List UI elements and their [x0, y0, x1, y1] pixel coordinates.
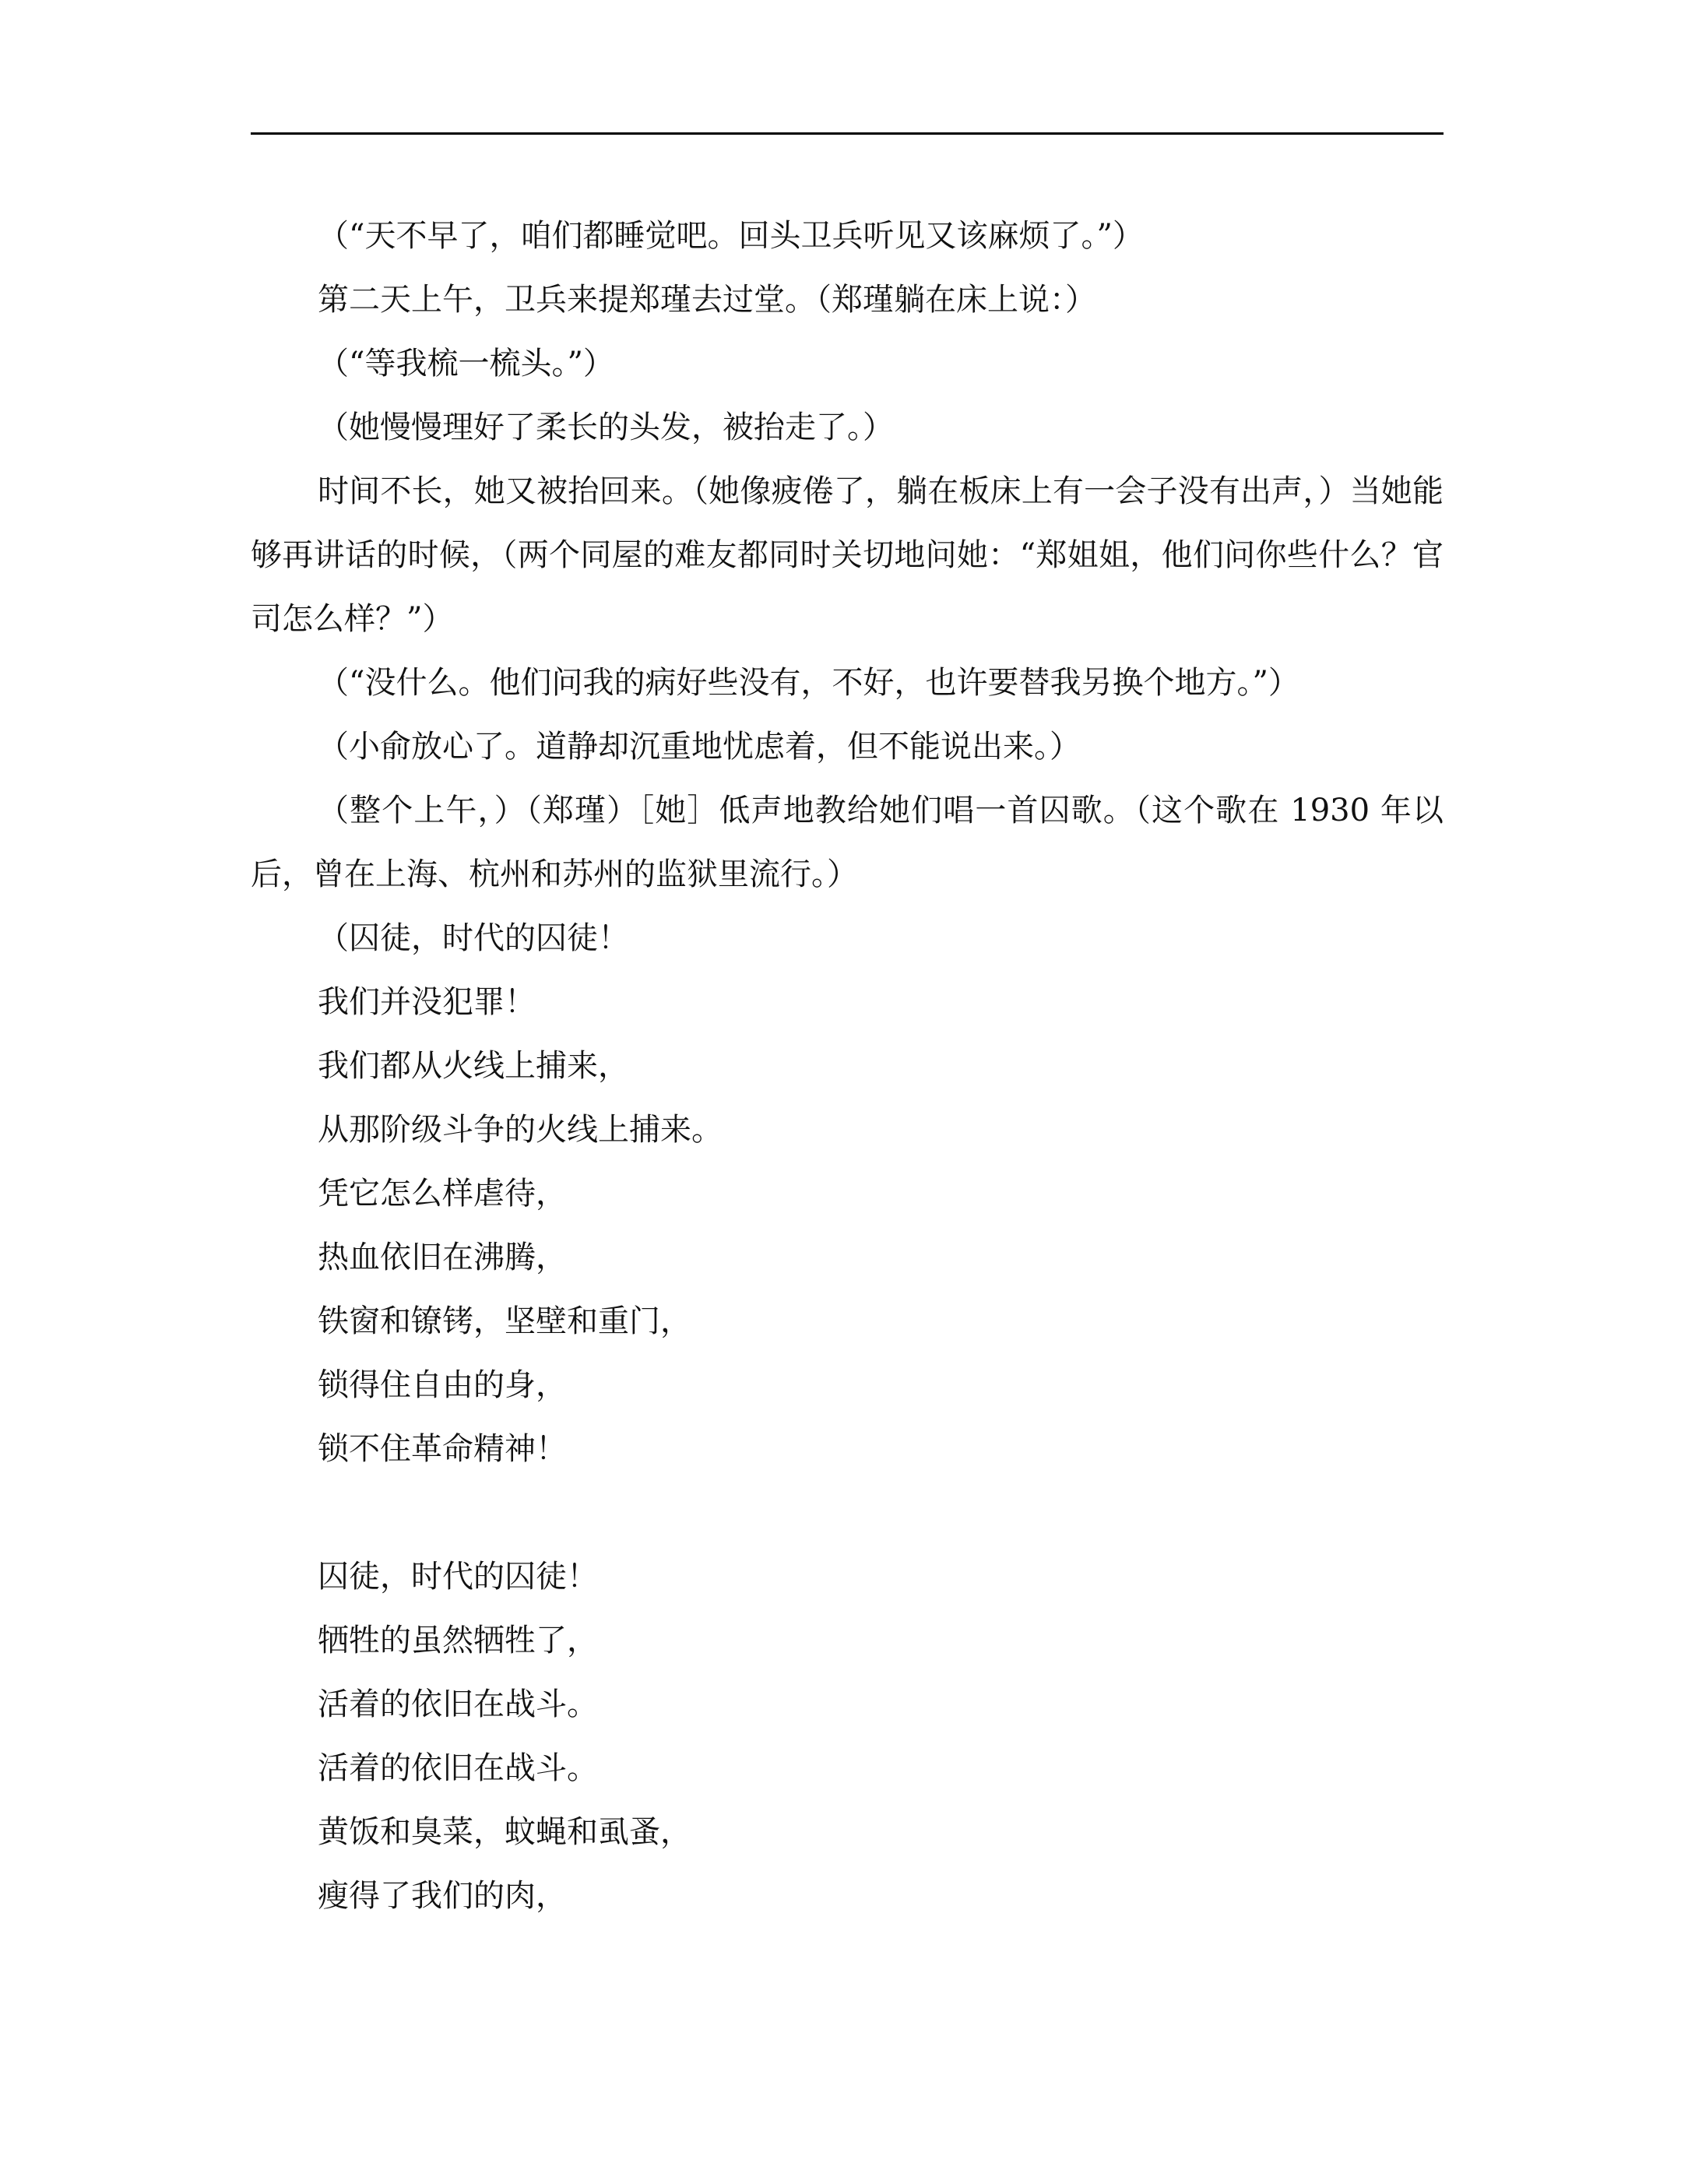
song-line: 活着的依旧在战斗。 [318, 1750, 598, 1786]
song-line: 锁不住革命精神！ [318, 1431, 567, 1467]
text-line: 第二天上午，卫兵来提郑瑾去过堂。（郑瑾躺在床上说：） [318, 282, 1096, 318]
song-line: 锁得住自由的身， [318, 1367, 567, 1403]
text-line: （她慢慢理好了柔长的头发，被抬走了。） [318, 410, 894, 445]
song-line: （囚徒，时代的囚徒！ [318, 920, 629, 956]
song-line: 热血依旧在沸腾， [318, 1240, 567, 1275]
paragraph: 时间不长，她又被抬回来。（她像疲倦了，躺在板床上有一会子没有出声，）当她能够再讲话的时候，（两个同屋的难友都同时关切地问她：“郑姐姐，他们问你些什么？官司怎么样？”） [251, 473, 1444, 637]
header-rule [251, 132, 1444, 135]
song-line: 从那阶级斗争的火线上捕来。 [318, 1112, 723, 1148]
song-line: 黄饭和臭菜，蚊蝇和虱蚤， [318, 1814, 691, 1850]
song-line: 凭它怎么样虐待， [318, 1176, 567, 1212]
song-line: 我们并没犯罪！ [318, 984, 536, 1020]
text-line: （小俞放心了。道静却沉重地忧虑着，但不能说出来。） [318, 729, 1081, 765]
song-line: 活着的依旧在战斗。 [318, 1686, 598, 1722]
text-line: （“等我梳一梳头。”） [318, 346, 614, 382]
song-line: 瘦得了我们的肉， [318, 1878, 567, 1914]
song-line: 铁窗和镣铐，坚壁和重门， [318, 1303, 691, 1339]
text-line: （“没什么。他们问我的病好些没有，不好，也许要替我另换个地方。”） [318, 665, 1299, 701]
song-line: 牺牲的虽然牺牲了， [318, 1623, 598, 1658]
song-line: 囚徒，时代的囚徒！ [318, 1559, 598, 1595]
document-body [251, 204, 1444, 1928]
stanza-gap [251, 1481, 1444, 1545]
song-line: 我们都从火线上捕来， [318, 1048, 629, 1084]
text-line: （“天不早了，咱们都睡觉吧。回头卫兵听见又该麻烦了。”） [318, 218, 1144, 254]
paragraph: （整个上午，）（郑瑾）［她］低声地教给她们唱一首囚歌。（这个歌在 1930 年以后，曾在上海、杭州和苏州的监狱里流行。） [251, 793, 1444, 892]
